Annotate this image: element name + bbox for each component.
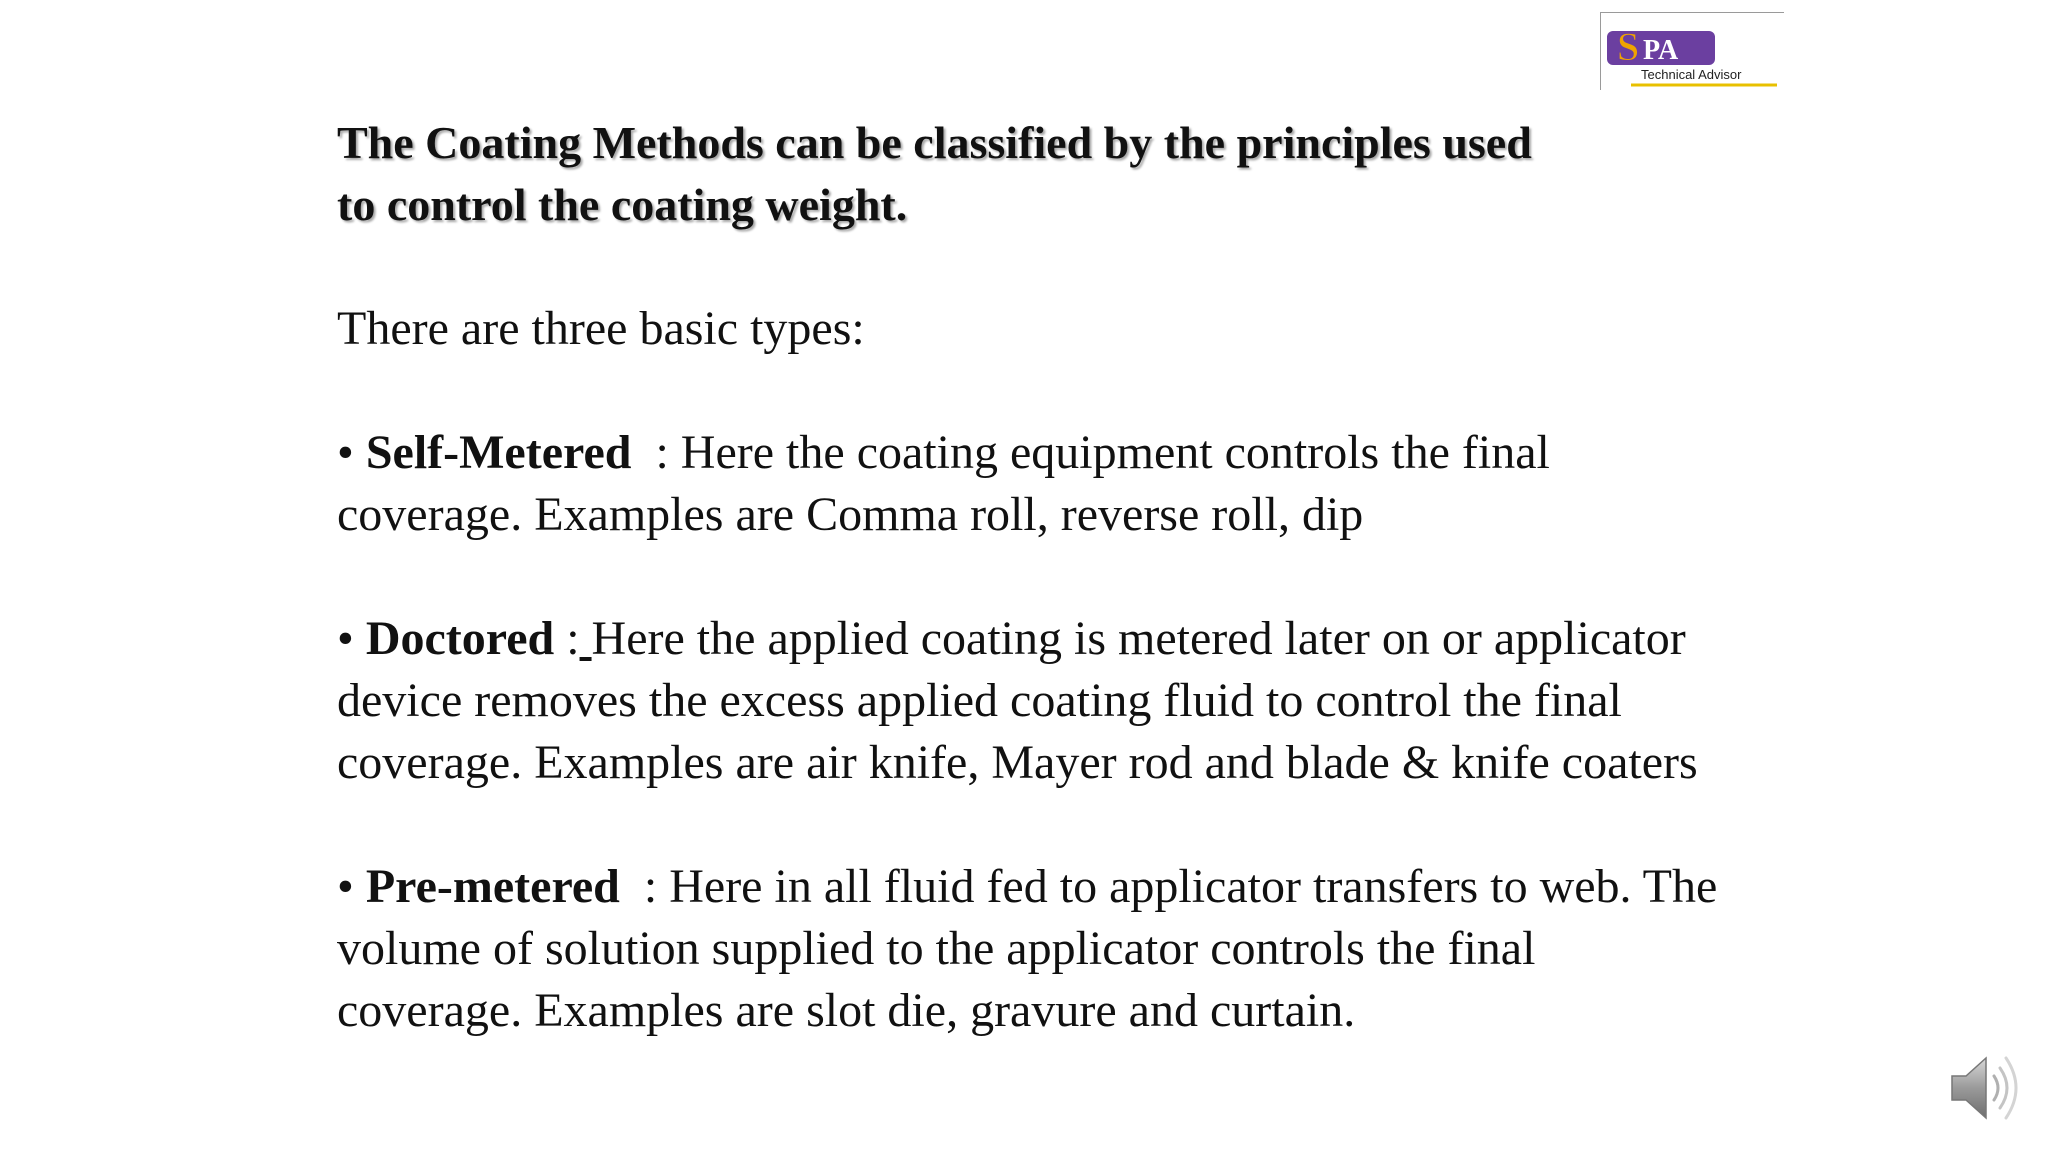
slide-content [337, 112, 1727, 1042]
bullet-doctored [337, 608, 1727, 794]
slide-heading [337, 112, 1727, 236]
bullet-separator: : [631, 426, 681, 479]
heading-line-2: to control the coating weight. [337, 179, 908, 230]
bullet-term: Self-Metered [365, 426, 632, 479]
speaker-volume-icon[interactable] [1946, 1046, 2030, 1130]
bullet-text: Here the applied coating is metered later on or applicator device removes the excess applied coating fluid to control the final coverage. Examples are air knife, Mayer rod and blade & knife coaters [337, 612, 1698, 789]
bullet-marker: • [337, 860, 354, 913]
bullet-text: Here the coating equipment controls the final coverage. Examples are Comma roll, reverse roll, dip [337, 426, 1550, 541]
bullet-pre-metered [337, 856, 1727, 1042]
svg-text:PA: PA [1643, 35, 1679, 66]
bullet-text: Here in all fluid fed to applicator transfers to web. The volume of solution supplied to the applicator controls the final coverage. Examples are slot die, gravure and curtain. [337, 860, 1718, 1037]
bullet-marker: • [337, 426, 354, 479]
heading-line-1: The Coating Methods can be classified by the principles used [337, 117, 1532, 168]
spa-logo-graphic [1601, 13, 1785, 91]
bullet-marker: • [337, 612, 354, 665]
svg-text:S: S [1617, 24, 1640, 69]
bullet-term: Pre-metered [365, 860, 620, 913]
bullet-separator: : [619, 860, 670, 913]
logo-subtitle: Technical Advisor [1641, 67, 1742, 82]
bullet-term: Doctored [365, 612, 555, 665]
spa-logo [1600, 12, 1784, 90]
bullet-separator: : [554, 612, 580, 665]
intro-text: There are three basic types: [337, 302, 865, 355]
bullet-self-metered [337, 422, 1727, 546]
